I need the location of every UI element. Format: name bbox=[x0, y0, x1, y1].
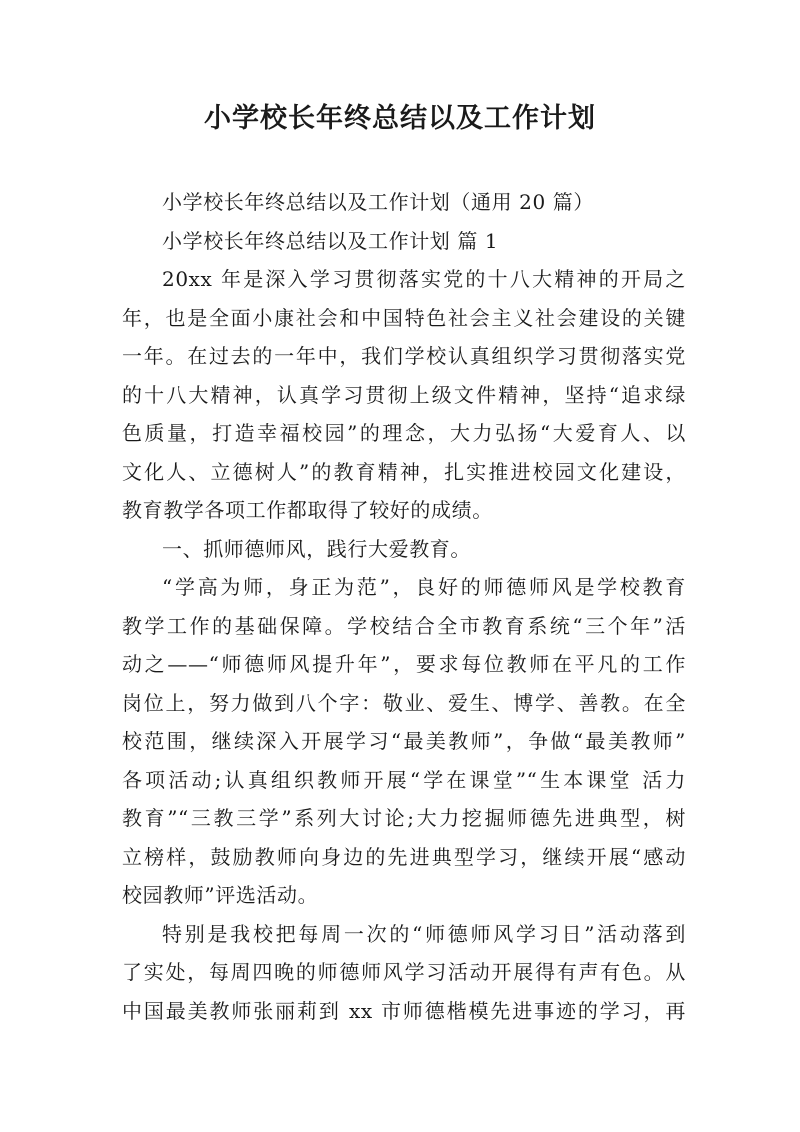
paragraph-line: 教学工作的基础保障。学校结合全市教育系统“三个年”活 bbox=[122, 613, 686, 638]
paragraph-line: 的十八大精神，认真学习贯彻上级文件精神，坚持“追求绿 bbox=[122, 382, 686, 407]
paragraph-line: “学高为师，身正为范”，良好的师德师风是学校教育 bbox=[162, 575, 686, 599]
document-body bbox=[122, 183, 686, 1030]
paragraph-line: 中国最美教师张丽莉到 xx 市师德楷模先进事迹的学习，再 bbox=[122, 998, 686, 1023]
paragraph-line: 立榜样，鼓励教师向身边的先进典型学习，继续开展“感动 bbox=[122, 844, 686, 869]
paragraph-line: 各项活动;认真组织教师开展“学在课堂”“生本课堂 活力 bbox=[122, 767, 686, 792]
subtitle-line: 小学校长年终总结以及工作计划（通用 20 篇） bbox=[162, 190, 594, 214]
paragraph-line: 年，也是全面小康社会和中国特色社会主义社会建设的关键 bbox=[122, 305, 686, 330]
paragraph-line: 了实处，每周四晚的师德师风学习活动开展得有声有色。从 bbox=[122, 960, 686, 984]
section-heading: 小学校长年终总结以及工作计划 篇 1 bbox=[162, 228, 499, 253]
subsection-heading: 一、抓师德师风，践行大爱教育。 bbox=[162, 536, 471, 561]
paragraph-line: 校范围，继续深入开展学习“最美教师”，争做“最美教师” bbox=[122, 729, 686, 753]
paragraph-line: 一年。在过去的一年中，我们学校认真组织学习贯彻落实党 bbox=[122, 344, 686, 368]
paragraph-line: 20xx 年是深入学习贯彻落实党的十八大精神的开局之 bbox=[162, 267, 686, 291]
document-title: 小学校长年终总结以及工作计划 bbox=[204, 103, 596, 134]
paragraph-line: 教育”“三教三学”系列大讨论;大力挖掘师德先进典型，树 bbox=[122, 806, 686, 830]
paragraph-line: 教育教学各项工作都取得了较好的成绩。 bbox=[122, 498, 493, 522]
paragraph-line: 岗位上，努力做到八个字：敬业、爱生、博学、善教。在全 bbox=[122, 690, 686, 715]
paragraph-line: 色质量，打造幸福校园”的理念，大力弘扬“大爱育人、以 bbox=[122, 421, 686, 445]
paragraph-line: 特别是我校把每周一次的“师德师风学习日”活动落到 bbox=[162, 921, 686, 946]
paragraph-line: 动之——“师德师风提升年”，要求每位教师在平凡的工作 bbox=[122, 652, 686, 676]
paragraph-line: 文化人、立德树人”的教育精神，扎实推进校园文化建设， bbox=[122, 459, 686, 484]
paragraph-line: 校园教师”评选活动。 bbox=[122, 883, 319, 907]
